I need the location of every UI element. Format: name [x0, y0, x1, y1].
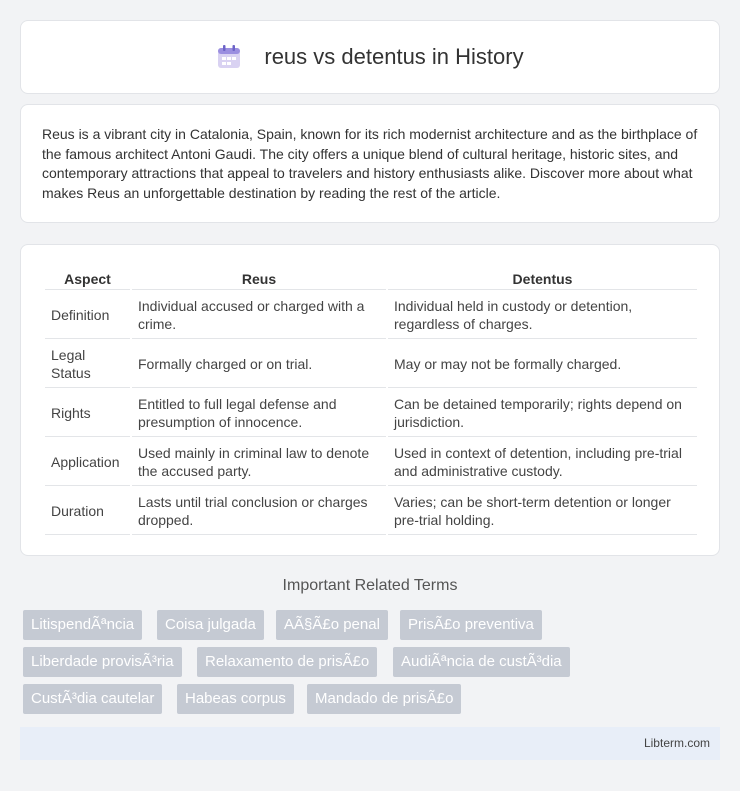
footer	[20, 727, 720, 760]
related-term-tag[interactable]: CustÃ³dia cautelar	[23, 684, 162, 714]
comparison-table	[43, 265, 699, 537]
related-term-tag[interactable]: PrisÃ£o preventiva	[400, 610, 542, 640]
cell-aspect: Application	[45, 439, 130, 486]
cell-aspect: Rights	[45, 390, 130, 437]
calendar-icon	[216, 44, 242, 70]
cell-aspect: Definition	[45, 292, 130, 339]
cell-detentus: Used in context of detention, including pre-trial and administrative custody.	[388, 439, 697, 486]
related-term-tag[interactable]: Coisa julgada	[157, 610, 264, 640]
cell-reus: Used mainly in criminal law to denote the accused party.	[132, 439, 386, 486]
related-term-tag[interactable]: Habeas corpus	[177, 684, 294, 714]
cell-detentus: Can be detained temporarily; rights depend on jurisdiction.	[388, 390, 697, 437]
intro-text: Reus is a vibrant city in Catalonia, Spain, known for its rich modernist architecture and as the birthplace of the famous architect Antoni Gaudi. The city offers a unique blend of cultural heritage, historic sites, and contemporary attractions that appeal to travelers and history enthusiasts alike. Discover more about what makes Reus an unforgettable destination by reading the rest of the article.	[42, 126, 698, 201]
cell-detentus: Individual held in custody or detention, regardless of charges.	[388, 292, 697, 339]
page-title: reus vs detentus in History	[264, 44, 524, 69]
cell-detentus: Varies; can be short-term detention or longer pre-trial holding.	[388, 488, 697, 535]
intro-card	[20, 104, 720, 223]
related-term-tag[interactable]: AÃ§Ã£o penal	[276, 610, 388, 640]
table-row	[45, 390, 697, 437]
header-aspect: Aspect	[45, 267, 130, 290]
header-card	[20, 20, 720, 94]
related-terms-title: Important Related Terms	[282, 577, 458, 594]
related-term-tag[interactable]: Relaxamento de prisÃ£o	[197, 647, 377, 677]
header-detentus: Detentus	[388, 267, 697, 290]
table-header-row	[45, 267, 697, 290]
comparison-card	[20, 244, 720, 556]
table-row	[45, 341, 697, 388]
footer-link[interactable]: Libterm.com	[643, 736, 710, 750]
table-row	[45, 439, 697, 486]
related-term-tag[interactable]: Mandado de prisÃ£o	[307, 684, 461, 714]
related-term-tag[interactable]: LitispendÃªncia	[23, 610, 142, 640]
table-row	[45, 488, 697, 535]
table-row	[45, 292, 697, 339]
cell-reus: Lasts until trial conclusion or charges dropped.	[132, 488, 386, 535]
related-term-tag[interactable]: AudiÃªncia de custÃ³dia	[393, 647, 570, 677]
cell-reus: Formally charged or on trial.	[132, 341, 386, 388]
cell-reus: Individual accused or charged with a crime.	[132, 292, 386, 339]
cell-aspect: Legal Status	[45, 341, 130, 388]
cell-reus: Entitled to full legal defense and presumption of innocence.	[132, 390, 386, 437]
related-term-tag[interactable]: Liberdade provisÃ³ria	[23, 647, 182, 677]
header-reus: Reus	[132, 267, 386, 290]
cell-detentus: May or may not be formally charged.	[388, 341, 697, 388]
cell-aspect: Duration	[45, 488, 130, 535]
